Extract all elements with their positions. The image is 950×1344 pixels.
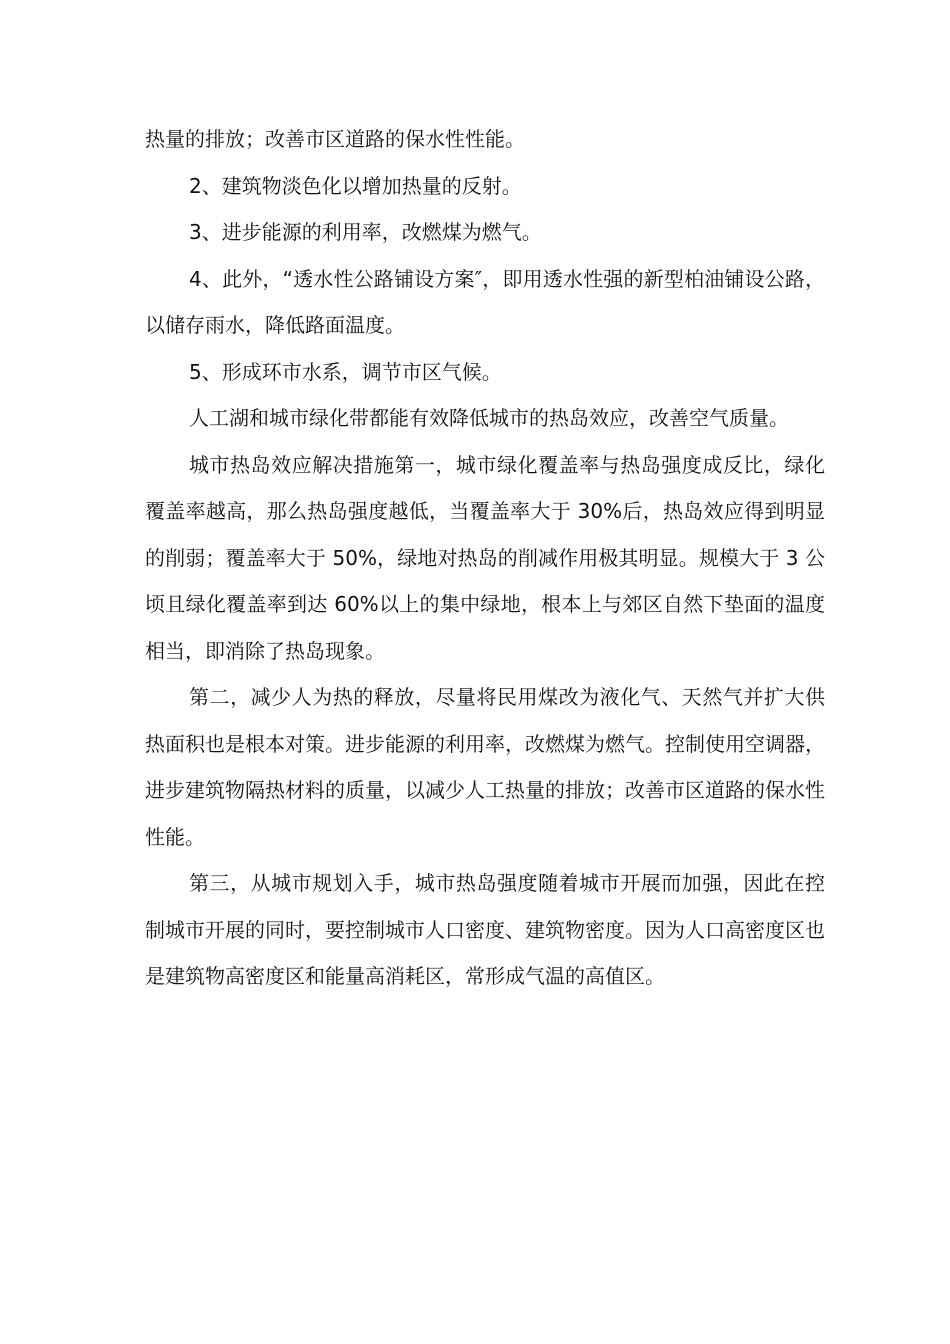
- list-item-5: 5、形成环市水系，调节市区气候。: [189, 359, 502, 384]
- list-item-2: 2、建筑物淡色化以增加热量的反射。: [189, 173, 522, 198]
- paragraph-measure-third: 第三，从城市规划入手，城市热岛强度随着城市开展而加强，因此在控制城市开展的同时，要控制城市人口密度、建筑物密度。因为人口高密度区也是建筑物高密度区和能量高消耗区，常形成气温的高值区。: [145, 871, 825, 988]
- paragraph-continuation: 热量的排放；改善市区道路的保水性性能。: [145, 127, 525, 151]
- paragraph-measure-first: 城市热岛效应解决措施第一，城市绿化覆盖率与热岛强度成反比，绿化覆盖率越高，那么热岛强度越低，当覆盖率大于 30%后，热岛效应得到明显的削弱；覆盖率大于 50%，绿地对热岛的削减作用极其明显。规模大于 3 公顷且绿化覆盖率到达 60%以上的集中绿地，根本上与郊区自然下垫面的温度相当，即消除了热岛现象。: [145, 452, 825, 663]
- paragraph-lakes-greenbelts: 人工湖和城市绿化带都能有效降低城市的热岛效应，改善空气质量。: [189, 406, 789, 430]
- list-item-3: 3、进步能源的利用率，改燃煤为燃气。: [189, 220, 542, 244]
- list-item-4: 4、此外，“透水性公路铺设方案″，即用透水性强的新型柏油铺设公路，以储存雨水，降低路面温度。: [145, 266, 825, 337]
- paragraph-measure-second: 第二，减少人为热的释放，尽量将民用煤改为液化气、天然气并扩大供热面积也是根本对策。进步能源的利用率，改燃煤为燃气。控制使用空调器，进步建筑物隔热材料的质量，以减少人工热量的排放；改善市区道路的保水性性能。: [145, 685, 825, 849]
- document-body: [145, 116, 825, 1000]
